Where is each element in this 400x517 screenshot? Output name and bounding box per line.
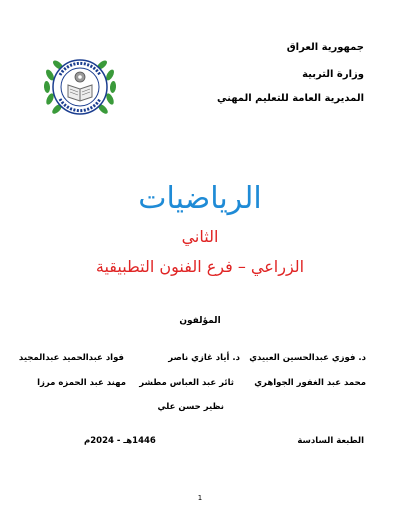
header-ministry: وزارة التربية xyxy=(302,69,364,80)
year-label: 1446هـ - 2024م xyxy=(84,436,156,446)
grade-title: الثاني xyxy=(181,227,219,246)
gear-icon xyxy=(75,72,85,82)
edition-label: الطبعة السادسة xyxy=(297,436,364,446)
header-directorate: المديرية العامة للتعليم المهني xyxy=(217,93,364,104)
author-name: محمد عبد الغفور الجواهري xyxy=(254,378,366,388)
authors-heading: المؤلفون xyxy=(179,316,221,326)
author-name: د. فوزي عبدالحسين العبيدي xyxy=(249,353,366,363)
header-country: جمهورية العراق xyxy=(286,42,364,53)
page-number: 1 xyxy=(197,494,203,502)
ministry-logo xyxy=(40,45,120,125)
author-name: نظير حسن علي xyxy=(157,402,224,412)
author-name: فواد عبدالحميد عبدالمجيد xyxy=(18,353,124,363)
author-name: د. أياد غازي ناصر xyxy=(168,353,240,363)
author-name: ثائر عبد العباس مطشر xyxy=(139,378,234,388)
book-title: الرياضيات xyxy=(138,181,262,216)
author-name: مهند عبد الحمزه مرزا xyxy=(37,378,126,388)
branch-title: الزراعي – فرع الفنون التطبيقية xyxy=(95,257,305,276)
